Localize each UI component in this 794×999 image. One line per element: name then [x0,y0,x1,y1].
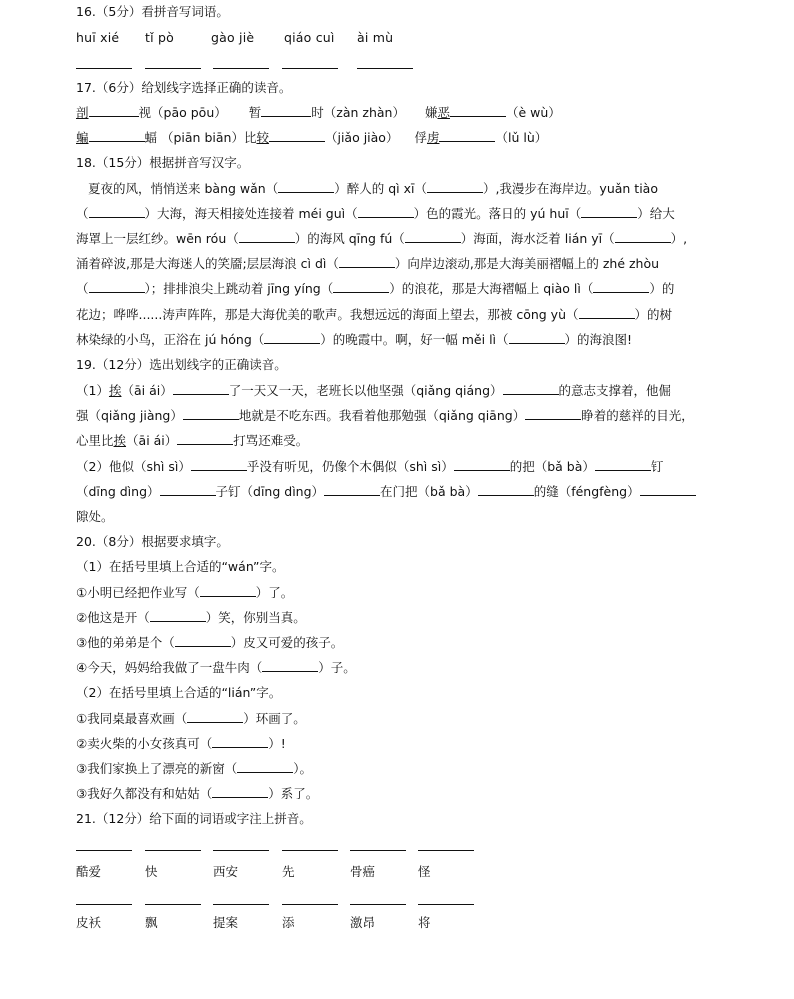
q19-blank[interactable] [640,484,696,496]
q21-answer-line[interactable] [213,850,269,851]
q20-blank[interactable] [200,585,256,597]
q21-answer-line[interactable] [76,904,132,905]
q18-blank[interactable] [615,231,671,243]
q19-blank[interactable] [324,484,380,496]
q20-sub-2: （2）在括号里填上合适的“lián”字。 [76,685,282,700]
q21-answer-line[interactable] [145,904,201,905]
q20-blank[interactable] [237,761,293,773]
q20-item: ①小明已经把作业写（ ）了。 [76,585,294,600]
q19-blank[interactable] [525,408,581,420]
q18-heading: 18.（15分）根据拼音写汉字。 [76,155,250,170]
q21-answer-line[interactable] [282,904,338,905]
q18-blank[interactable] [427,181,483,193]
q21-word: 先 [282,864,295,879]
q18-blank[interactable] [358,206,414,218]
q21-answer-line[interactable] [418,850,474,851]
q21-answer-line[interactable] [76,850,132,851]
q18-blank[interactable] [333,281,389,293]
q20-blank[interactable] [212,786,268,798]
q17-blank[interactable] [439,130,495,142]
q18-line-4: 涌着碎波,那是大海迷人的笑靥;层层海浪 cì dì（ ）向岸边滚动,那是大海美丽褶幅上的 zhé zhòu [76,256,660,271]
q16-pinyin-2: tǐ pò [145,30,174,45]
q18-line-5: （ ）；排排浪尖上跳动着 jīng yíng（ ）的浪花，那是大海褶幅上 qiào lì（ ）的 [76,281,675,296]
q21-answer-line[interactable] [418,904,474,905]
q18-line-2: （ ）大海，海天相接处连接着 méi guì（ ）色的霞光。落日的 yú huī（ ）给大 [76,206,675,221]
q17-blank[interactable] [269,130,325,142]
q20-item: ②他这是开（ ）笑，你别当真。 [76,610,306,625]
q21-word: 提案 [213,915,239,930]
q16-pinyin-4: qiáo cuì [284,30,335,45]
q16-answer-line-3[interactable] [213,68,269,69]
q21-word: 激昂 [350,915,376,930]
q20-blank[interactable] [175,635,231,647]
q19-blank[interactable] [454,459,510,471]
q18-line-3: 海罩上一层红纱。wēn róu（ ）的海风 qīng fú（ ）海面，海水泛着 lián yī（ ）, [76,231,688,246]
q20-item: ③我好久都没有和姑姑（ ）系了。 [76,786,319,801]
q16-answer-line-2[interactable] [145,68,201,69]
q16-answer-line-4[interactable] [282,68,338,69]
q18-blank[interactable] [581,206,637,218]
q20-item: ②卖火柴的小女孩真可（ ）! [76,736,286,751]
q20-sub-1: （1）在括号里填上合适的“wán”字。 [76,559,285,574]
q19-s1-line-1: （1）挨（āi ái） 了一天又一天，老班长以他坚强（qiǎng qiáng） 的意志支撑着，他倔 [76,383,672,398]
q18-line-1: 夏夜的风，悄悄送来 bàng wǎn（ ）醉人的 qì xī（ ）,我漫步在海岸边。yuǎn tiào [88,181,658,196]
q17-row-1: 剖 视（pāo pōu） 暂 时（zàn zhàn） 嫌恶 （è wù） [76,105,561,120]
q18-blank[interactable] [278,181,334,193]
q19-blank[interactable] [503,383,559,395]
q17-blank[interactable] [89,105,139,117]
q19-s2-line-1: （2）他似（shì sì） 乎没有听见，仍像个木偶似（shì sì） 的把（bǎ bà） 钉 [76,459,664,474]
q18-line-7: 林染绿的小鸟，正浴在 jú hóng（ ）的晚霞中。啊，好一幅 měi lì（ ）的海浪图! [76,332,633,347]
q18-blank[interactable] [405,231,461,243]
q16-pinyin-1: huī xié [76,30,120,45]
q19-blank[interactable] [183,408,239,420]
q16-pinyin-5: ài mù [357,30,394,45]
q20-item: ③他的弟弟是个（ ）皮又可爱的孩子。 [76,635,344,650]
q21-heading: 21.（12分）给下面的词语或字注上拼音。 [76,811,312,826]
q20-heading: 20.（8分）根据要求填字。 [76,534,229,549]
q18-blank[interactable] [89,281,145,293]
q17-heading: 17.（6分）给划线字选择正确的读音。 [76,80,292,95]
q21-answer-line[interactable] [145,850,201,851]
q20-item: ①我同桌最喜欢画（ ）环画了。 [76,711,306,726]
q20-item: ③我们家换上了漂亮的新窗（ ）。 [76,761,312,776]
q17-blank[interactable] [450,105,506,117]
q21-answer-line[interactable] [213,904,269,905]
q21-word: 将 [418,915,431,930]
q21-word: 骨癌 [350,864,376,879]
q18-blank[interactable] [264,332,320,344]
q20-blank[interactable] [150,610,206,622]
q19-s1-line-3: 心里比挨（āi ái） 打骂还难受。 [76,433,309,448]
q19-s2-line-2: （dīng dìng） 子钉（dīng dìng） 在门把（bǎ bà） 的缝（féngfèng） [76,484,696,500]
q21-word: 酷爱 [76,864,102,879]
q17-row-2: 蝙 蝠 （piān biān）比较 （jiǎo jiào） 俘虏 （lǔ lù） [76,130,548,145]
q19-blank[interactable] [173,383,229,395]
q17-blank[interactable] [89,130,145,142]
q19-blank[interactable] [595,459,651,471]
q21-answer-line[interactable] [282,850,338,851]
q20-item: ④今天，妈妈给我做了一盘牛肉（ ）子。 [76,660,356,675]
q19-blank[interactable] [160,484,216,496]
q20-blank[interactable] [187,711,243,723]
q21-word: 添 [282,915,295,930]
q18-blank[interactable] [339,256,395,268]
q21-answer-line[interactable] [350,904,406,905]
q21-word: 怪 [418,864,431,879]
q21-word: 皮袄 [76,915,102,930]
q21-word: 西安 [213,864,239,879]
q19-heading: 19.（12分）选出划线字的正确读音。 [76,357,287,372]
q17-blank[interactable] [261,105,311,117]
q19-blank[interactable] [191,459,247,471]
q20-blank[interactable] [262,660,318,672]
q20-blank[interactable] [212,736,268,748]
q21-word: 快 [145,864,158,879]
q19-s2-line-3: 隙处。 [76,509,114,524]
q21-word: 飘 [145,915,158,930]
q17-word-pou: 剖 [76,105,89,120]
q17-word-bian: 蝙 [76,130,89,145]
q18-blank[interactable] [89,206,145,218]
q18-blank[interactable] [579,307,635,319]
q16-answer-line-5[interactable] [357,68,413,69]
q16-heading: 16.（5分）看拼音写词语。 [76,4,229,19]
q18-blank[interactable] [239,231,295,243]
q19-blank[interactable] [177,433,233,445]
q18-line-6: 花边；哗哗......涛声阵阵，那是大海优美的歌声。我想远远的海面上望去，那被 cōng yù（ ）的树 [76,307,673,322]
q19-blank[interactable] [478,484,534,496]
q18-blank[interactable] [509,332,565,344]
q18-blank[interactable] [593,281,649,293]
q21-answer-line[interactable] [350,850,406,851]
q19-s1-line-2: 强（qiǎng jiàng） 地就是不吃东西。我看着他那勉强（qiǎng qiāng） 睁着的慈祥的目光， [76,408,694,423]
q16-answer-line-1[interactable] [76,68,132,69]
q16-pinyin-3: gào jiè [211,30,255,45]
